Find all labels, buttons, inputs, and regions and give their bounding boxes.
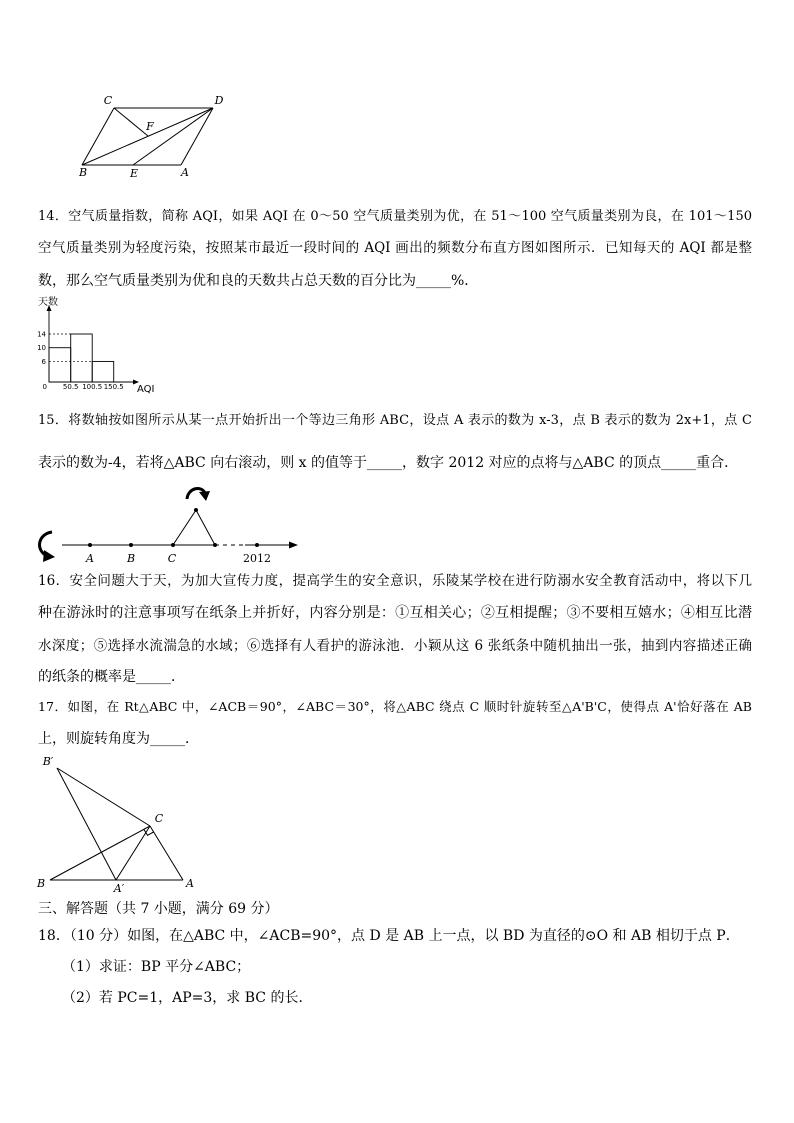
x-tick-label: 0 <box>42 383 47 391</box>
point-c <box>171 543 175 547</box>
triangle-side-right <box>196 510 215 545</box>
x-tick-label: 150.5 <box>103 383 124 391</box>
q17-line-1: 17．如图，在 Rt△ABC 中，∠ACB＝90°，∠ABC＝30°，将△ABC 绕点 C 顺时针旋转至△A'B'C，使得点 A'恰好落在 AB <box>38 699 752 714</box>
segment-bd <box>82 108 213 165</box>
number-line-figure <box>30 480 305 570</box>
q18-stem: 18．（10 分）如图，在△ABC 中，∠ACB=90°，点 D 是 AB 上一点，以 BD 为直径的⊙O 和 AB 相切于点 P． <box>38 928 740 944</box>
segment-b-prime-c <box>57 768 150 826</box>
label-a: A <box>86 552 94 565</box>
segment-b-c <box>50 826 150 880</box>
q17-line-2: 上，则旋转角度为_____． <box>38 731 199 747</box>
label-a-prime: A′ <box>113 882 125 895</box>
x-axis-label: AQI <box>137 384 155 395</box>
segment-da <box>181 108 213 165</box>
roll-arrow-top-head-icon <box>199 491 210 501</box>
label-a: A <box>181 166 189 179</box>
triangle-end-point <box>213 543 217 547</box>
segment-cf <box>114 108 148 136</box>
segment-c-a-prime <box>116 826 150 880</box>
q16-line-3: 水深度；⑤选择水流湍急的水域；⑥选择有人看护的游泳池．小颖从这 6 张纸条中随机抽出一张，抽到内容描述正确 <box>38 638 752 654</box>
point-a <box>88 543 92 547</box>
label-b: B <box>36 877 46 890</box>
triangle-apex-point <box>194 508 198 512</box>
label-2012: 2012 <box>243 552 271 565</box>
q14-line-3: 数，那么空气质量类别为优和良的天数共占总天数的百分比为_____%． <box>38 273 479 289</box>
aqi-histogram <box>30 293 165 395</box>
label-f: F <box>146 120 154 133</box>
histogram-bar <box>92 361 114 382</box>
x-tick-label: 50.5 <box>62 383 79 391</box>
label-c: C <box>167 552 177 565</box>
q14-line-1: 14．空气质量指数，简称 AQI，如果 AQI 在 0～50 空气质量类别为优，在 51～100 空气质量类别为良，在 101～150 <box>38 209 752 224</box>
label-b: B <box>78 166 88 179</box>
q14-line-2: 空气质量类别为轻度污染，按照某市最近一段时间的 AQI 画出的频数分布直方图如图所示．已知每天的 AQI 都是整 <box>38 240 752 256</box>
y-axis-label: 天数 <box>38 297 58 308</box>
histogram-bar <box>49 348 71 382</box>
rotation-figure <box>30 752 205 897</box>
label-b-prime: B′ <box>42 755 54 768</box>
q18-part-2: （2）若 PC=1，AP=3，求 BC 的长． <box>62 990 313 1006</box>
label-b: B <box>126 552 136 565</box>
point-2012 <box>255 543 259 547</box>
q15-line-2: 表示的数为-4，若将△ABC 向右滚动，则 x 的值等于_____，数字 2012 对应的点将与△ABC 的顶点_____重合． <box>38 455 739 471</box>
label-d: D <box>214 94 224 107</box>
label-e: E <box>129 167 139 180</box>
segment-ed <box>133 108 213 165</box>
segment-bc <box>82 108 114 165</box>
segment-c-a <box>150 826 183 880</box>
label-c: C <box>154 812 164 825</box>
roll-arrow-left-head-icon <box>43 550 55 562</box>
y-tick-label: 14 <box>37 330 46 339</box>
q16-line-2: 种在游泳时的注意事项写在纸条上并折好，内容分别是：①互相关心；②互相提醒；③不要相互嬉水；④相互比潜 <box>38 605 752 621</box>
q16-line-1: 16．安全问题大于天，为加大宣传力度，提高学生的安全意识，乐陵某学校在进行防溺水安全教育活动中，将以下几 <box>38 573 752 589</box>
q18-part-1: （1）求证：BP 平分∠ABC； <box>62 959 251 975</box>
number-line-arrow <box>289 542 298 549</box>
segment-b-prime-a-prime <box>57 768 116 880</box>
parallelogram-figure <box>70 92 230 184</box>
label-c: C <box>103 94 113 107</box>
section-heading: 三、解答题（共 7 小题，满分 69 分） <box>38 901 279 917</box>
y-tick-label: 6 <box>41 357 46 366</box>
q15-line-1: 15．将数轴按如图所示从某一点开始折出一个等边三角形 ABC，设点 A 表示的数为 x-3，点 B 表示的数为 2x+1，点 C <box>38 413 752 428</box>
q16-line-4: 的纸条的概率是_____． <box>38 669 185 685</box>
x-tick-label: 100.5 <box>82 383 103 391</box>
triangle-side-left <box>173 510 196 545</box>
y-tick-label: 10 <box>37 344 46 353</box>
histogram-bar <box>71 334 93 382</box>
point-b <box>129 543 133 547</box>
label-a: A <box>186 877 194 890</box>
